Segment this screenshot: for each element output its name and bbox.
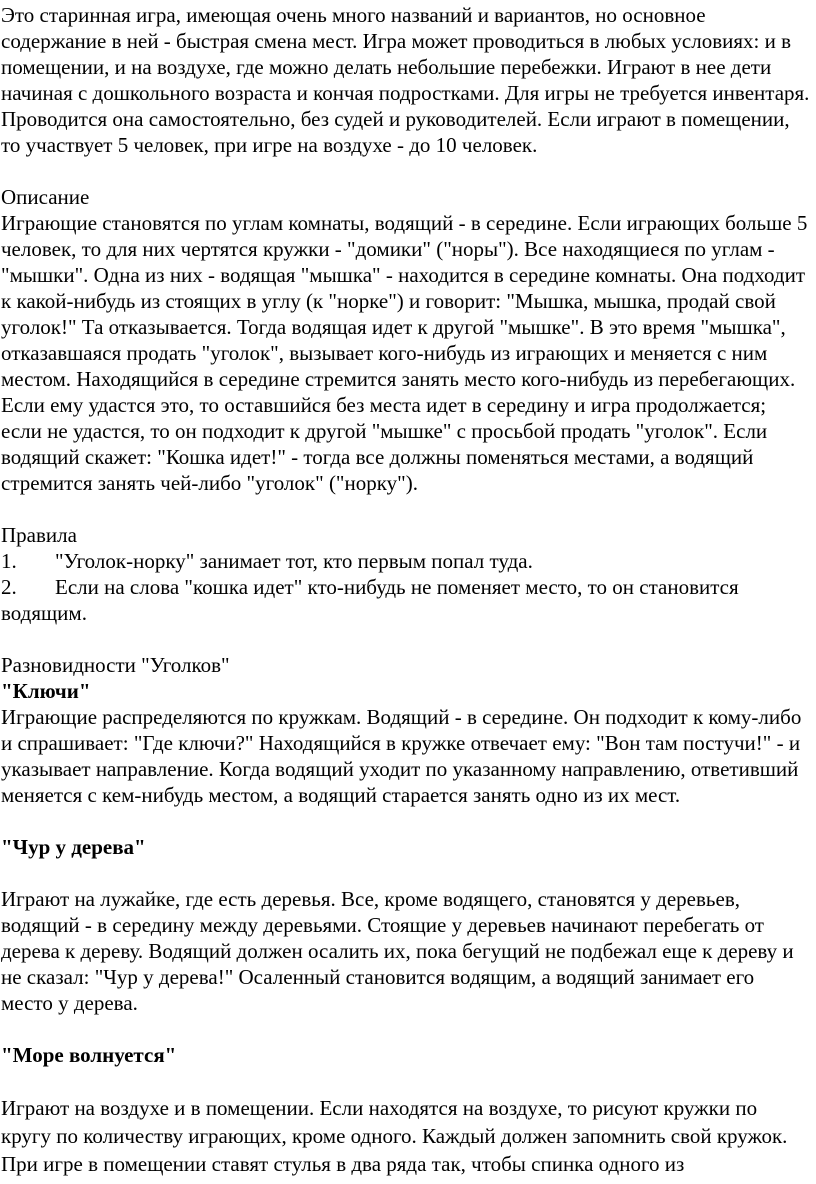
spacer — [1, 496, 810, 522]
spacer — [1, 1016, 810, 1042]
rule-item — [1, 574, 810, 626]
rules-heading: Правила — [1, 523, 77, 547]
tree-title: "Чур у дерева" — [1, 835, 146, 859]
description-heading: Описание — [1, 185, 90, 209]
rule-text: Если на слова "кошка идет" кто-нибудь не поменяет место, то он становится водящим. — [1, 575, 739, 625]
spacer — [1, 626, 810, 652]
description-paragraph: Играющие становятся по углам комнаты, водящий - в середине. Если играющих больше 5 человек, то для них чертятся кружки - "домики" ("норы"). Все находящиеся по углам - "мышки". Одна из них - водящая "мышка" - находится в середине комнаты. Она подходит к какой-нибудь из стоящих в углу (к "норке") и говорит: "Мышка, мышка, продай свой уголок!" Та отказывается. Тогда водящая идет к другой "мышке". В это время "мышка", отказавшаяся продать "уголок", вызывает кого-нибудь из играющих и меняется с ним местом. Находящийся в середине стремится занять место кого-нибудь из перебегающих. Если ему удастся это, то оставшийся без места идет в середину и игра продолжается; если не удастся, то он подходит к другой "мышке" с просьбой продать "уголок". Если водящий скажет: "Кошка идет!" - тогда все должны поменяться местами, а водящий стремится занять чей-либо "уголок" ("норку"). — [1, 211, 808, 495]
spacer — [1, 808, 810, 834]
variants-heading: Разновидности "Уголков" — [1, 653, 230, 677]
sea-paragraph: Играют на воздухе и в помещении. Если находятся на воздухе, то рисуют кружки по кругу по количеству играющих, кроме одного. Каждый должен запомнить свой кружок. При игре в помещении ставят стулья в два ряда так, чтобы спинка одного из — [1, 1096, 788, 1176]
spacer — [1, 860, 810, 886]
sea-title: "Море волнуется" — [1, 1043, 177, 1067]
spacer — [1, 1068, 810, 1094]
spacer — [1, 158, 810, 184]
rule-item — [1, 548, 810, 574]
rule-number: 1. — [1, 549, 17, 573]
intro-paragraph: Это старинная игра, имеющая очень много названий и вариантов, но основное содержание в ней - быстрая смена мест. Игра может проводиться в любых условиях: и в помещении, и на воздухе, где можно делать небольшие перебежки. Играют в нее дети начиная с дошкольного возраста и кончая подростками. Для игры не требуется инвентаря. Проводится она самостоятельно, без судей и руководителей. Если играют в помещении, то участвует 5 человек, при игре на воздухе - до 10 человек. — [1, 3, 810, 157]
keys-paragraph: Играющие распределяются по кружкам. Водящий - в середине. Он подходит к кому-либо и спрашивает: "Где ключи?" Находящийся в кружке отвечает ему: "Вон там постучи!" - и указывает направление. Когда водящий уходит по указанному направлению, ответивший меняется с кем-нибудь местом, а водящий старается занять одно из их мест. — [1, 705, 802, 807]
rule-number: 2. — [1, 575, 17, 599]
keys-title: "Ключи" — [1, 679, 91, 703]
rule-text: "Уголок-норку" занимает тот, кто первым попал туда. — [55, 549, 533, 573]
tree-paragraph: Играют на лужайке, где есть деревья. Все, кроме водящего, становятся у деревьев, водящий - в середину между деревьями. Стоящие у деревьев начинают перебегать от дерева к дереву. Водящий должен осалить их, пока бегущий не подбежал еще к дереву и не сказал: "Чур у дерева!" Осаленный становится водящим, а водящий занимает его место у дерева. — [1, 887, 794, 1015]
